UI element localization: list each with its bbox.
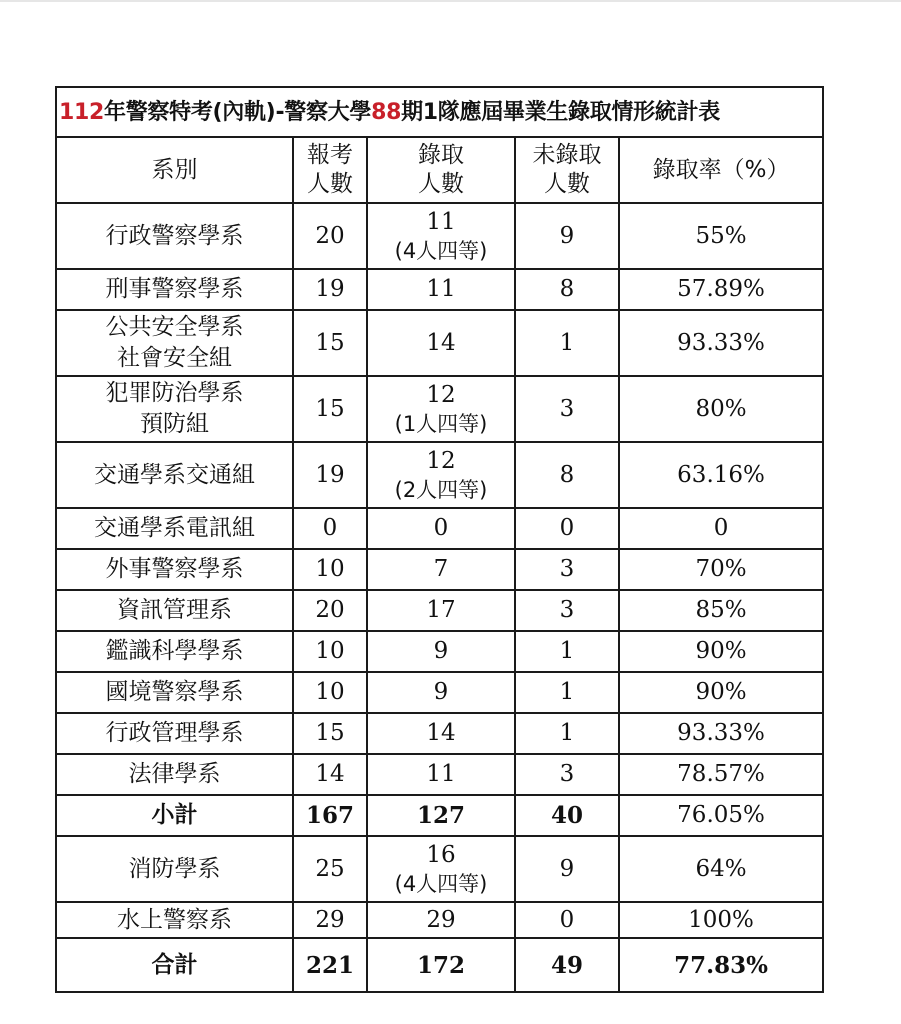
row-rate: 90% [619, 672, 823, 713]
row-dept: 交通學系電訊組 [56, 508, 293, 549]
row-admitted [367, 203, 515, 269]
row-dept-line2: 社會安全組 [117, 345, 232, 371]
row-not-admitted: 3 [515, 754, 619, 795]
table-row [56, 310, 823, 376]
row-admitted-count: 16 [426, 841, 456, 868]
row-applicants: 10 [293, 672, 367, 713]
admission-stats-table [55, 86, 824, 993]
table-row [56, 508, 823, 549]
row-applicants: 20 [293, 590, 367, 631]
row-not-admitted: 3 [515, 590, 619, 631]
row-dept-line1: 犯罪防治學系 [105, 380, 244, 406]
total-rate: 77.83% [619, 938, 823, 992]
table-row [56, 590, 823, 631]
row-rate: 63.16% [619, 442, 823, 508]
title-part1: 年警察特考(內軌)-警察大學 [104, 99, 372, 125]
row-rate: 78.57% [619, 754, 823, 795]
row-dept: 行政管理學系 [56, 713, 293, 754]
header-rate: 錄取率（%） [619, 137, 823, 203]
header-applicants-line2: 人數 [307, 171, 353, 197]
row-admitted: 11 [367, 269, 515, 310]
row-dept-line2: 預防組 [140, 411, 209, 437]
row-not-admitted: 9 [515, 203, 619, 269]
row-applicants: 14 [293, 754, 367, 795]
header-row [56, 137, 823, 203]
row-rate: 90% [619, 631, 823, 672]
row-not-admitted: 8 [515, 269, 619, 310]
row-applicants: 15 [293, 376, 367, 442]
row-dept [56, 376, 293, 442]
row-not-admitted: 0 [515, 902, 619, 938]
table-row [56, 713, 823, 754]
table-row [56, 549, 823, 590]
row-rate: 93.33% [619, 310, 823, 376]
row-dept [56, 310, 293, 376]
row-dept: 行政警察學系 [56, 203, 293, 269]
table-row [56, 203, 823, 269]
row-not-admitted: 1 [515, 310, 619, 376]
row-admitted: 9 [367, 631, 515, 672]
row-rate: 57.89% [619, 269, 823, 310]
row-not-admitted: 8 [515, 442, 619, 508]
subtotal-admitted: 127 [367, 795, 515, 836]
row-admitted: 7 [367, 549, 515, 590]
row-dept: 法律學系 [56, 754, 293, 795]
row-admitted-count: 12 [426, 381, 456, 408]
header-not-admitted [515, 137, 619, 203]
row-rate: 55% [619, 203, 823, 269]
row-applicants: 15 [293, 310, 367, 376]
title-term: 88 [371, 99, 402, 125]
row-admitted: 17 [367, 590, 515, 631]
title-year: 112 [59, 99, 105, 125]
subtotal-rate: 76.05% [619, 795, 823, 836]
row-rate: 100% [619, 902, 823, 938]
header-admitted-line1: 錄取 [418, 142, 464, 168]
header-applicants-line1: 報考 [307, 142, 353, 168]
row-applicants: 19 [293, 442, 367, 508]
row-dept: 刑事警察學系 [56, 269, 293, 310]
row-rate: 93.33% [619, 713, 823, 754]
row-not-admitted: 0 [515, 508, 619, 549]
total-label: 合計 [56, 938, 293, 992]
row-applicants: 29 [293, 902, 367, 938]
row-not-admitted: 1 [515, 713, 619, 754]
header-dept: 系別 [56, 137, 293, 203]
top-rule [0, 0, 901, 2]
row-not-admitted: 1 [515, 672, 619, 713]
row-dept-line1: 公共安全學系 [105, 314, 244, 340]
row-not-admitted: 1 [515, 631, 619, 672]
subtotal-label: 小計 [56, 795, 293, 836]
row-admitted-count: 12 [426, 447, 456, 474]
row-dept: 外事警察學系 [56, 549, 293, 590]
total-row [56, 938, 823, 992]
row-admitted: 11 [367, 754, 515, 795]
subtotal-applicants: 167 [293, 795, 367, 836]
total-applicants: 221 [293, 938, 367, 992]
table-title [56, 87, 823, 137]
row-dept: 交通學系交通組 [56, 442, 293, 508]
row-admitted-note: (2人四等) [394, 477, 488, 502]
row-admitted: 14 [367, 310, 515, 376]
row-applicants: 20 [293, 203, 367, 269]
table-row [56, 672, 823, 713]
total-not-admitted: 49 [515, 938, 619, 992]
header-not-admitted-line1: 未錄取 [532, 142, 602, 168]
header-not-admitted-line2: 人數 [544, 171, 590, 197]
row-dept: 消防學系 [56, 836, 293, 902]
row-applicants: 10 [293, 631, 367, 672]
subtotal-not-admitted: 40 [515, 795, 619, 836]
row-admitted-note: (1人四等) [394, 411, 488, 436]
row-rate: 70% [619, 549, 823, 590]
row-rate: 85% [619, 590, 823, 631]
row-not-admitted: 9 [515, 836, 619, 902]
row-admitted [367, 376, 515, 442]
row-rate: 80% [619, 376, 823, 442]
row-rate: 0 [619, 508, 823, 549]
row-admitted: 0 [367, 508, 515, 549]
row-dept: 水上警察系 [56, 902, 293, 938]
row-applicants: 10 [293, 549, 367, 590]
subtotal-row [56, 795, 823, 836]
row-admitted: 9 [367, 672, 515, 713]
header-applicants [293, 137, 367, 203]
row-not-admitted: 3 [515, 376, 619, 442]
table-row [56, 376, 823, 442]
total-admitted: 172 [367, 938, 515, 992]
row-admitted-count: 11 [426, 208, 456, 235]
row-dept: 國境警察學系 [56, 672, 293, 713]
row-admitted-note: (4人四等) [394, 871, 488, 896]
row-applicants: 15 [293, 713, 367, 754]
row-admitted [367, 836, 515, 902]
table-row [56, 442, 823, 508]
row-rate: 64% [619, 836, 823, 902]
title-part2: 期1隊應屆畢業生錄取情形統計表 [401, 99, 720, 125]
row-admitted: 29 [367, 902, 515, 938]
header-admitted-line2: 人數 [418, 171, 464, 197]
row-applicants: 0 [293, 508, 367, 549]
table-row [56, 902, 823, 938]
header-admitted [367, 137, 515, 203]
row-applicants: 25 [293, 836, 367, 902]
row-applicants: 19 [293, 269, 367, 310]
table-row [56, 836, 823, 902]
table-row [56, 269, 823, 310]
row-dept: 鑑識科學學系 [56, 631, 293, 672]
row-admitted: 14 [367, 713, 515, 754]
row-admitted-note: (4人四等) [394, 238, 488, 263]
row-admitted [367, 442, 515, 508]
table-row [56, 754, 823, 795]
row-not-admitted: 3 [515, 549, 619, 590]
row-dept: 資訊管理系 [56, 590, 293, 631]
table-row [56, 631, 823, 672]
